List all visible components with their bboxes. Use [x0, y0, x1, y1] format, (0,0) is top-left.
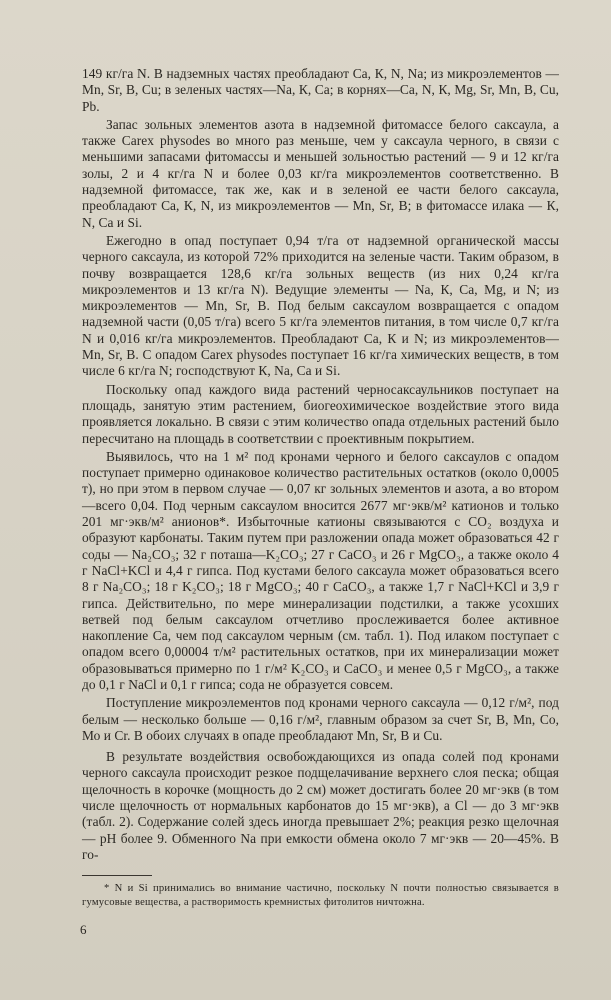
footnote: * N и Si принимались во внимание частично, поскольку N почти полностью связывается в гумусовые вещества, а растворимость кремнистых фитолитов ничтожна. — [82, 883, 559, 908]
paragraph-3: Ежегодно в опад поступает 0,94 т/га от надземной органической массы черного саксаула, из которой 72% приходится на зеленые части. Таким образом, в почву возвращается 128,6 кг/га зольных веществ (из них 0,24 кг/га микроэлементов и 13 кг/га N). Ведущие элементы — Na, К, Са, Mg, и N; из микроэлементов — Mn, Sr, В. Под белым саксаулом возвращается с опадом надземной части (0,05 т/га) всего 5 кг/га элементов питания, в том числе 0,7 кг/га N и 0,016 кг/га микроэлементов. Преобладают Са, К и N; из микроэлементов—Mn, Sr, В. С опадом Carex physodes поступает 16 кг/га химических веществ, в том числе 6 кг/га N; господствуют К, Na, Са и Si. — [82, 232, 559, 379]
body-text — [82, 66, 559, 863]
paragraph-2: Запас зольных элементов азота в надземной фитомассе белого саксаула, а также Carex physodes во много раз меньше, чем у саксаула черного, в связи с меньшими запасами фитомассы и меньшей зольностью растений — 9 и 12 кг/га золы, 2 и 4 кг/га N и более 0,03 кг/га микроэлементов соответственно. В надземной фитомассе, так же, как и в зеленой ее части белого саксаула, преобладают Са, К, N, из микроэлементов — Mn, Sr, В; в фитомассе илака — К, N, Са и Si. — [82, 116, 559, 230]
page-number: 6 — [80, 922, 87, 937]
paragraph-5: Выявилось, что на 1 м² под кронами черного и белого саксаулов с опадом поступает примерно одинаковое количество растительных остатков (около 0,0005 т), но при этом в первом случае — 0,07 кг зольных элементов и азота, а во втором—всего 0,04. Под черным саксаулом вносится 2677 мг·экв/м² катионов и только 201 мг·экв/м² анионов*. Избыточные катионы связываются с CO₂ воздуха и образуют карбонаты. Таким путем при разложении опада может образоваться 42 г соды — Na₂CO₃; 32 г поташа—K₂CO₃; 27 г CaCO₃ и 26 г MgCO₃, а также около 4 г NaCl+KCl и 4,4 г гипса. Под кустами белого саксаула может образоваться всего 8 г Na₂CO₃; 18 г K₂CO₃; 18 г MgCO₃; 40 г CaCO₃, а также 1,7 г NaCl+KCl и 3,9 г гипса. Действительно, по мере минерализации подстилки, а также усохших ветвей под белым саксаулом отчетливо прослеживается более активное накопление Са, чем под саксаулом черным (см. табл. 1). Под илаком поступает с опадом всего 0,00004 т/м² растительных остатков, при их минерализации может образовываться примерно по 1 г/м² K₂CO₃ и CaCO₃ и менее 0,5 г MgCO₃, а также до 0,1 г NaCl и 0,1 г гипса; сода не образуется совсем. — [82, 448, 559, 692]
footnote-divider — [82, 875, 152, 876]
paragraph-4: Поскольку опад каждого вида растений черносаксаульников поступает на площадь, занятую этим растением, биогеохимическое воздействие этого вида проявляется локально. В связи с этим количество опада отдельных растений было пересчитано на площадь в соответствии с проективным покрытием. — [82, 381, 559, 446]
paragraph-1: 149 кг/га N. В надземных частях преобладают Са, К, N, Na; из микроэлементов — Mn, Sr, В, Cu; в зеленых частях—Na, К, Са; в корнях—Са, N, К, Mg, Sr, Mn, В, Cu, Pb. — [82, 66, 559, 114]
paragraph-6: Поступление микроэлементов под кронами черного саксаула — 0,12 г/м², под белым — несколько больше — 0,16 г/м², главным образом за счет Sr, В, Mn, Со, Мо и Сr. В обоих случаях в опаде преобладают Mn, Sr, В и Cu. — [82, 695, 559, 743]
paragraph-7: В результате воздействия освобождающихся из опада солей под кронами черного саксаула происходит резкое подщелачивание верхнего слоя песка; общая щелочность в корочке (мощность до 2 см) может достигать более 20 мг·экв (в том числе щелочность от нормальных карбонатов до 15 мг·экв), a Cl — до 3 мг·экв (табл. 2). Содержание солей здесь иногда превышает 2%; реакция резко щелочная — рН более 9. Обменного Na при емкости обмена около 7 мг·экв — 20—45%. В го- — [82, 749, 559, 862]
